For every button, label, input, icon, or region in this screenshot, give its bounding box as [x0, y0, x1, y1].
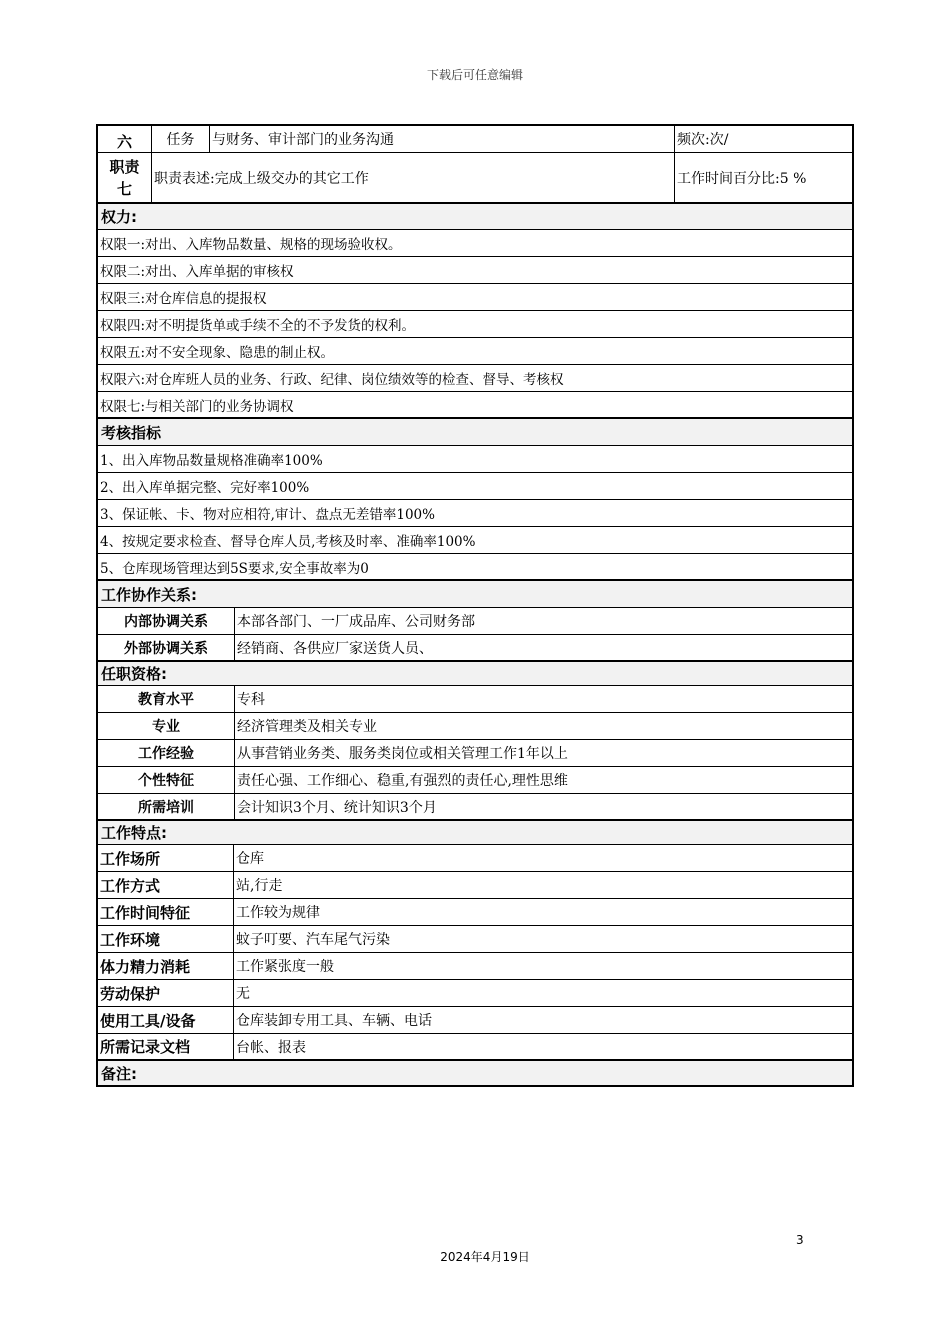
section-title: 工作协作关系:: [101, 585, 197, 604]
section-title: 权力:: [101, 208, 137, 226]
row-label: 使用工具/设备: [100, 1011, 196, 1030]
authority-section-header: [98, 204, 852, 230]
table-row: [98, 926, 852, 953]
duty-number: 六: [116, 133, 132, 151]
list-item: [98, 284, 852, 311]
table-row: [98, 953, 852, 980]
duty-description: 职责表述:完成上级交办的其它工作: [151, 153, 674, 202]
row-label: 工作方式: [100, 876, 161, 895]
authority-item: 权限三:对仓库信息的提报权: [100, 291, 267, 307]
row-label: 体力精力消耗: [100, 957, 191, 976]
row-value: 蚊子叮要、汽车尾气污染: [233, 926, 852, 952]
row-value: 从事营销业务类、服务类岗位或相关管理工作1年以上: [234, 740, 852, 766]
list-item: [98, 473, 852, 500]
row-value: 会计知识3个月、统计知识3个月: [234, 794, 852, 819]
list-item: [98, 500, 852, 527]
section-title: 任职资格:: [101, 665, 167, 683]
row-value: 经销商、各供应厂家送货人员、: [234, 635, 852, 660]
table-row: [98, 713, 852, 740]
table-row: [98, 740, 852, 767]
table-row: [98, 899, 852, 926]
table-row: [98, 767, 852, 794]
row-label: 个性特征: [138, 773, 194, 789]
row-label: 所需培训: [138, 799, 194, 816]
row-value: 无: [233, 980, 852, 1006]
table-row: [98, 980, 852, 1007]
footer-date: 2024年4月19日: [440, 1250, 530, 1264]
job-description-table: [96, 124, 854, 1087]
authority-item: 权限五:对不安全现象、隐患的制止权。: [100, 345, 335, 361]
kpi-item: 4、按规定要求检查、督导仓库人员,考核及时率、准确率100%: [100, 534, 476, 550]
kpi-item: 1、出入库物品数量规格准确率100%: [100, 453, 323, 469]
duty-label: 任务: [151, 126, 209, 152]
features-section-header: [98, 821, 852, 845]
row-label: 劳动保护: [100, 984, 161, 1003]
authority-item: 权限七:与相关部门的业务协调权: [100, 398, 294, 415]
section-title: 考核指标: [101, 423, 162, 442]
table-row: [98, 686, 852, 713]
row-value: 工作较为规律: [233, 899, 852, 925]
table-row: [98, 608, 852, 635]
row-value: 站,行走: [233, 872, 852, 898]
list-item: [98, 392, 852, 419]
row-label: 外部协调关系: [124, 640, 208, 657]
kpi-item: 3、保证帐、卡、物对应相符,审计、盘点无差错率100%: [100, 507, 435, 523]
table-row: [98, 635, 852, 662]
section-title: 工作特点:: [101, 824, 167, 842]
row-value: 专科: [234, 686, 852, 712]
row-value: 本部各部门、一厂成品库、公司财务部: [234, 608, 852, 634]
row-label: 工作环境: [100, 930, 161, 949]
row-value: 仓库: [233, 845, 852, 871]
table-row: [98, 872, 852, 899]
duty-six-row: [98, 126, 852, 153]
row-value: 仓库装卸专用工具、车辆、电话: [233, 1007, 852, 1033]
duty-frequency: 频次:次/: [674, 126, 852, 152]
row-label: 工作场所: [100, 849, 161, 868]
table-row: [98, 1034, 852, 1061]
row-label: 专业: [152, 719, 180, 735]
list-item: [98, 230, 852, 257]
page-number: 3: [796, 1233, 804, 1247]
list-item: [98, 311, 852, 338]
duty-time-percent: 工作时间百分比:5 %: [674, 153, 852, 202]
remarks-section-header: [98, 1061, 852, 1085]
kpi-section-header: [98, 419, 852, 446]
row-value: 经济管理类及相关专业: [234, 713, 852, 739]
kpi-item: 5、仓库现场管理达到5S要求,安全事故率为0: [100, 560, 369, 577]
table-row: [98, 845, 852, 872]
authority-item: 权限六:对仓库班人员的业务、行政、纪律、岗位绩效等的检查、督导、考核权: [100, 372, 564, 388]
list-item: [98, 365, 852, 392]
list-item: [98, 338, 852, 365]
row-label: 内部协调关系: [124, 614, 208, 630]
table-row: [98, 1007, 852, 1034]
row-label: 工作经验: [138, 746, 194, 762]
row-value: 台帐、报表: [233, 1034, 852, 1059]
row-value: 责任心强、工作细心、稳重,有强烈的责任心,理性思维: [234, 767, 852, 793]
cooperation-section-header: [98, 581, 852, 608]
list-item: [98, 527, 852, 554]
duty-seven-row: [98, 153, 852, 204]
row-label: 所需记录文档: [100, 1038, 191, 1056]
kpi-item: 2、出入库单据完整、完好率100%: [100, 480, 310, 496]
header-note: 下载后可任意编辑: [426, 68, 523, 82]
section-title: 备注:: [101, 1064, 137, 1083]
row-label: 工作时间特征: [100, 903, 191, 922]
list-item: [98, 446, 852, 473]
list-item: [98, 257, 852, 284]
row-value: 工作紧张度一般: [233, 953, 852, 979]
authority-item: 权限一:对出、入库物品数量、规格的现场验收权。: [100, 237, 402, 253]
row-label: 教育水平: [138, 692, 194, 708]
duty-content: 与财务、审计部门的业务沟通: [209, 126, 674, 152]
duty-number: 职责七: [109, 157, 140, 198]
authority-item: 权限四:对不明提货单或手续不全的不予发货的权利。: [100, 318, 416, 334]
table-row: [98, 794, 852, 821]
list-item: [98, 554, 852, 581]
authority-item: 权限二:对出、入库单据的审核权: [100, 264, 294, 280]
qualification-section-header: [98, 662, 852, 686]
